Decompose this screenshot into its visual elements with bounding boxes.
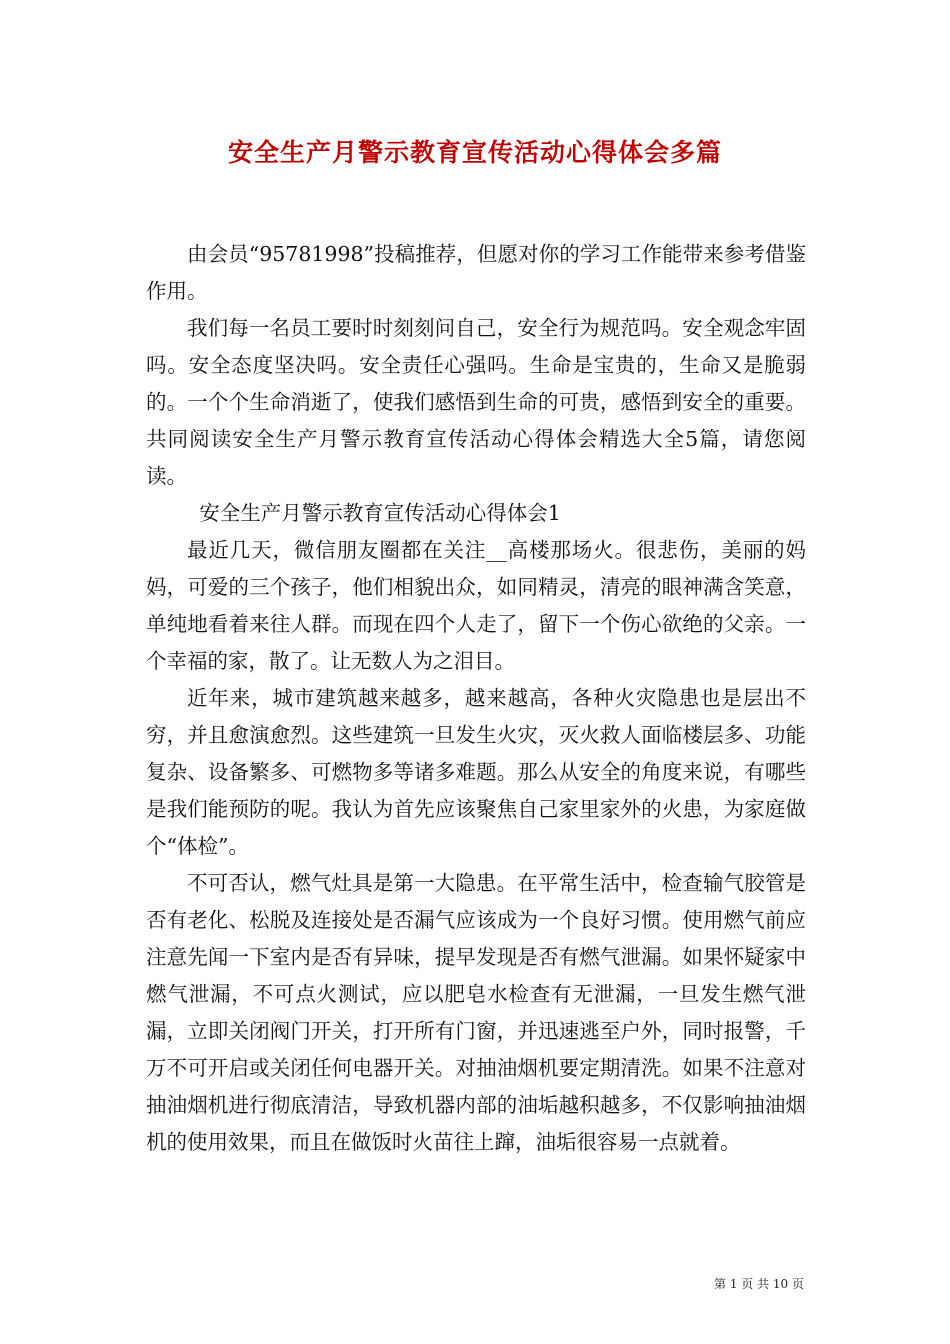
body-paragraph: 不可否认，燃气灶具是第一大隐患。在平常生活中，检查输气胶管是否有老化、松脱及连接处是否漏气应该成为一个良好习惯。使用燃气前应注意先闻一下室内是否有异味，提早发现是否有燃气泄漏。如果怀疑家中燃气泄漏，不可点火测试，应以肥皂水检查有无泄漏，一旦发生燃气泄漏，立即关闭阀门开关，打开所有门窗，并迅速逃至户外，同时报警，千万不可开启或关闭任何电器开关。对抽油烟机要定期清洗。如果不注意对抽油烟机进行彻底清洁，导致机器内部的油垢越积越多，不仅影响抽油烟机的使用效果，而且在做饭时火苗往上蹿，油垢很容易一点就着。 xyxy=(146,871,806,1154)
body-paragraph: 近年来，城市建筑越来越多，越来越高，各种火灾隐患也是层出不穷，并且愈演愈烈。这些建筑一旦发生火灾，灭火救人面临楼层多、功能复杂、设备繁多、可燃物多等诸多难题。那么从安全的角度来说，有哪些是我们能预防的呢。我认为首先应该聚焦自己家里家外的火患，为家庭做个“体检”。 xyxy=(146,686,806,858)
section-heading: 安全生产月警示教育宣传活动心得体会1 xyxy=(199,501,561,525)
document-title: 安全生产月警示教育宣传活动心得体会多篇 xyxy=(227,138,722,167)
intro-paragraph: 由会员“95781998”投稿推荐，但愿对你的学习工作能带来参考借鉴作用。 xyxy=(146,242,806,303)
page-number: 第 1 页 共 10 页 xyxy=(714,1277,804,1291)
body-paragraph: 最近几天，微信朋友圈都在关注__高楼那场火。很悲伤，美丽的妈妈，可爱的三个孩子，他们相貌出众，如同精灵，清亮的眼神满含笑意，单纯地看着来往人群。而现在四个人走了，留下一个伤心欲绝的父亲。一个幸福的家，散了。让无数人为之泪目。 xyxy=(146,538,806,673)
summary-paragraph: 我们每一名员工要时时刻刻问自己，安全行为规范吗。安全观念牢固吗。安全态度坚决吗。安全责任心强吗。生命是宝贵的，生命又是脆弱的。一个个生命消逝了，使我们感悟到生命的可贵，感悟到安全的重要。共同阅读安全生产月警示教育宣传活动心得体会精选大全5篇，请您阅读。 xyxy=(146,316,806,488)
document-body xyxy=(146,236,806,1161)
